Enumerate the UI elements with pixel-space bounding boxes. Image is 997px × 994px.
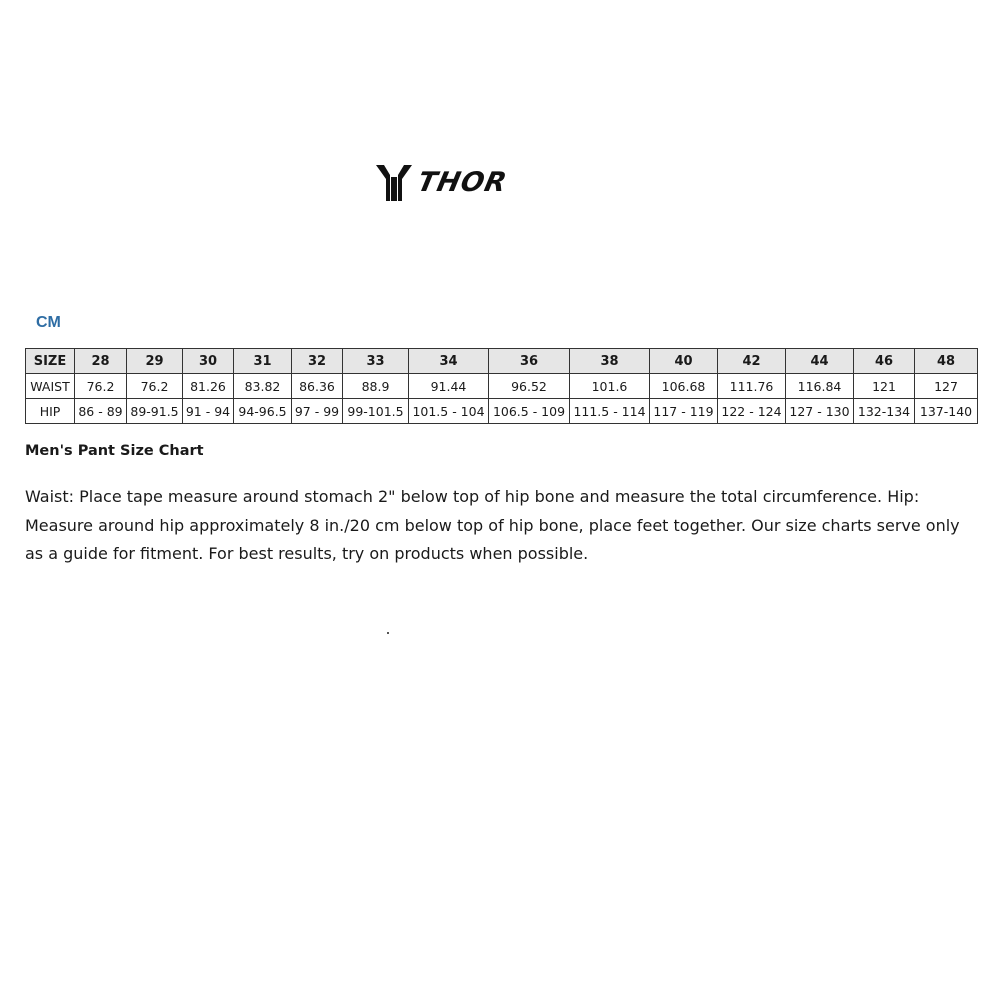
size-column-header: 32 (292, 349, 343, 374)
brand-logo (376, 162, 526, 202)
size-chart-table (25, 348, 978, 424)
chart-title: Men's Pant Size Chart (25, 443, 204, 459)
table-cell: 89-91.5 (127, 399, 183, 424)
table-cell: 88.9 (343, 374, 409, 399)
table-cell: 97 - 99 (292, 399, 343, 424)
table-cell: 122 - 124 (718, 399, 786, 424)
size-column-header: 48 (915, 349, 978, 374)
brand-name: THOR (414, 166, 511, 198)
table-cell: 117 - 119 (650, 399, 718, 424)
table-cell: 76.2 (127, 374, 183, 399)
size-column-header: 46 (854, 349, 915, 374)
table-row (26, 374, 978, 399)
table-cell: 99-101.5 (343, 399, 409, 424)
table-cell: 101.5 - 104 (409, 399, 489, 424)
size-column-header: 44 (786, 349, 854, 374)
size-column-header: 40 (650, 349, 718, 374)
table-row (26, 399, 978, 424)
table-cell: 121 (854, 374, 915, 399)
table-cell: 96.52 (489, 374, 570, 399)
table-cell: 116.84 (786, 374, 854, 399)
table-header-row (26, 349, 978, 374)
table-cell: 111.5 - 114 (570, 399, 650, 424)
size-column-header: 42 (718, 349, 786, 374)
row-label-cell: WAIST (26, 374, 75, 399)
table-cell: 94-96.5 (234, 399, 292, 424)
table-cell: 86.36 (292, 374, 343, 399)
table-cell: 106.5 - 109 (489, 399, 570, 424)
size-column-header: 33 (343, 349, 409, 374)
size-column-header: 31 (234, 349, 292, 374)
measurement-instructions: Waist: Place tape measure around stomach 2" below top of hip bone and measure the total circumference. Hip: Measure around hip approximately 8 in./20 cm below top of hip bone, place feet together. Our size charts serve only as a guide for fitment. For best results, try on products when possible. (25, 487, 960, 563)
table-cell: 76.2 (75, 374, 127, 399)
table-cell: 81.26 (183, 374, 234, 399)
size-column-header: 30 (183, 349, 234, 374)
table-cell: 127 - 130 (786, 399, 854, 424)
table-cell: 111.76 (718, 374, 786, 399)
table-cell: 91 - 94 (183, 399, 234, 424)
size-column-header: 28 (75, 349, 127, 374)
thor-emblem-icon (376, 163, 412, 201)
unit-label: CM (36, 314, 61, 331)
table-cell: 101.6 (570, 374, 650, 399)
table-cell: 127 (915, 374, 978, 399)
stray-dot (387, 632, 389, 634)
size-column-header: 29 (127, 349, 183, 374)
size-header-cell: SIZE (26, 349, 75, 374)
size-column-header: 38 (570, 349, 650, 374)
table-cell: 86 - 89 (75, 399, 127, 424)
size-column-header: 34 (409, 349, 489, 374)
table-cell: 106.68 (650, 374, 718, 399)
table-cell: 132-134 (854, 399, 915, 424)
size-column-header: 36 (489, 349, 570, 374)
table-cell: 83.82 (234, 374, 292, 399)
row-label-cell: HIP (26, 399, 75, 424)
table-cell: 137-140 (915, 399, 978, 424)
table-cell: 91.44 (409, 374, 489, 399)
